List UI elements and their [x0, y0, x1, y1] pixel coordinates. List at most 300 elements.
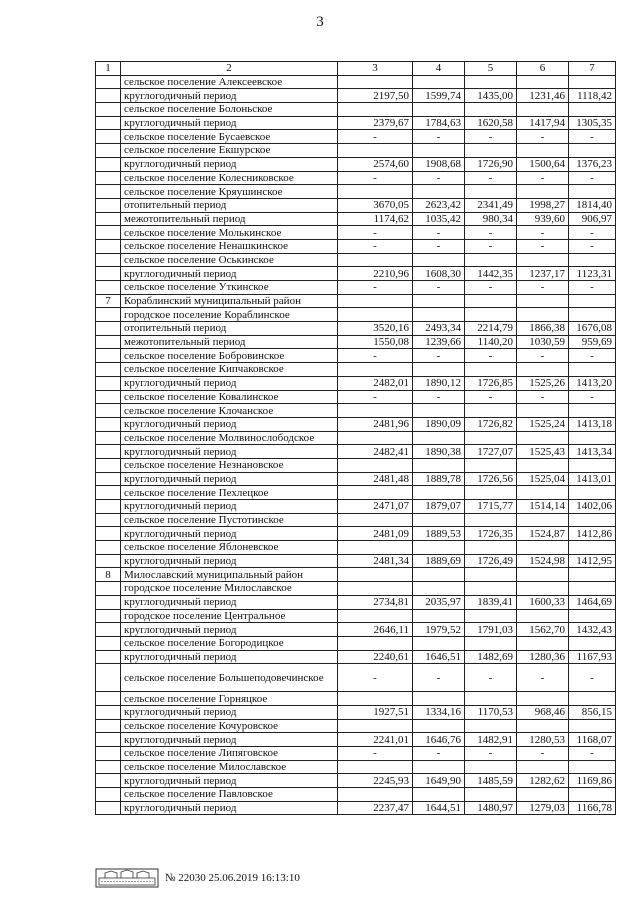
value-cell: - — [569, 349, 616, 363]
value-cell: - — [569, 664, 616, 692]
value-cell — [517, 636, 569, 650]
value-cell: 2481,96 — [338, 417, 413, 431]
value-cell — [413, 541, 465, 555]
row-number — [96, 527, 121, 541]
value-cell: 906,97 — [569, 212, 616, 226]
table-row — [96, 705, 616, 719]
value-cell — [413, 144, 465, 158]
value-cell: 1676,08 — [569, 322, 616, 336]
value-cell: 1280,53 — [517, 733, 569, 747]
row-number — [96, 692, 121, 706]
value-cell: 1174,62 — [338, 212, 413, 226]
table-row — [96, 308, 616, 322]
value-cell: 1417,94 — [517, 116, 569, 130]
row-number — [96, 212, 121, 226]
row-number — [96, 390, 121, 404]
value-cell — [413, 185, 465, 199]
row-number — [96, 664, 121, 692]
row-number — [96, 253, 121, 267]
table-row — [96, 226, 616, 240]
value-cell: 1514,14 — [517, 500, 569, 514]
row-name: сельское поселение Кипчаковское — [121, 363, 338, 377]
row-number — [96, 308, 121, 322]
row-name: межотопительный период — [121, 212, 338, 226]
value-cell: 2482,41 — [338, 445, 413, 459]
value-cell — [569, 404, 616, 418]
value-cell: 2379,67 — [338, 116, 413, 130]
table-row — [96, 554, 616, 568]
table-row — [96, 144, 616, 158]
value-cell: 1402,06 — [569, 500, 616, 514]
value-cell: 1334,16 — [413, 705, 465, 719]
value-cell — [413, 513, 465, 527]
value-cell: - — [465, 171, 517, 185]
value-cell — [413, 404, 465, 418]
row-number — [96, 103, 121, 117]
table-row — [96, 747, 616, 761]
value-cell: 1908,68 — [413, 157, 465, 171]
value-cell — [569, 788, 616, 802]
value-cell: 2574,60 — [338, 157, 413, 171]
value-cell — [465, 636, 517, 650]
value-cell — [338, 144, 413, 158]
value-cell: 1715,77 — [465, 500, 517, 514]
value-cell: 2240,61 — [338, 650, 413, 664]
value-cell — [517, 103, 569, 117]
value-cell: 1727,07 — [465, 445, 517, 459]
value-cell: - — [413, 349, 465, 363]
value-cell: - — [413, 130, 465, 144]
value-cell: 1979,52 — [413, 623, 465, 637]
value-cell: - — [465, 349, 517, 363]
value-cell: - — [569, 226, 616, 240]
row-name: сельское поселение Пехлецкое — [121, 486, 338, 500]
value-cell — [517, 294, 569, 308]
value-cell — [465, 431, 517, 445]
row-number — [96, 636, 121, 650]
column-header: 4 — [413, 62, 465, 76]
value-cell — [413, 458, 465, 472]
table-row — [96, 116, 616, 130]
value-cell: - — [413, 239, 465, 253]
value-cell — [517, 404, 569, 418]
value-cell: - — [413, 390, 465, 404]
table-row — [96, 692, 616, 706]
value-cell — [338, 404, 413, 418]
row-name: сельское поселение Колесниковское — [121, 171, 338, 185]
header-row — [96, 62, 616, 76]
table-row — [96, 267, 616, 281]
value-cell: 1525,24 — [517, 417, 569, 431]
value-cell — [413, 486, 465, 500]
table-row — [96, 774, 616, 788]
row-name: городское поселение Кораблинское — [121, 308, 338, 322]
table-row — [96, 500, 616, 514]
tariff-table — [95, 61, 616, 815]
value-cell: - — [517, 239, 569, 253]
row-name: сельское поселение Липяговское — [121, 747, 338, 761]
row-name: круглогодичный период — [121, 500, 338, 514]
row-name: круглогодичный период — [121, 267, 338, 281]
value-cell: - — [569, 239, 616, 253]
row-number — [96, 417, 121, 431]
value-cell: 2241,01 — [338, 733, 413, 747]
value-cell — [465, 692, 517, 706]
table-row — [96, 760, 616, 774]
row-name: сельское поселение Оськинское — [121, 253, 338, 267]
value-cell — [338, 103, 413, 117]
value-cell — [338, 486, 413, 500]
table-row — [96, 363, 616, 377]
value-cell: 1608,30 — [413, 267, 465, 281]
row-name: сельское поселение Богородицкое — [121, 636, 338, 650]
value-cell — [517, 568, 569, 582]
value-cell: 2481,48 — [338, 472, 413, 486]
value-cell — [465, 308, 517, 322]
value-cell: - — [517, 171, 569, 185]
row-name: круглогодичный период — [121, 650, 338, 664]
row-name: сельское поселение Незнановское — [121, 458, 338, 472]
value-cell: 2481,09 — [338, 527, 413, 541]
value-cell — [465, 458, 517, 472]
value-cell: 1839,41 — [465, 595, 517, 609]
row-number — [96, 541, 121, 555]
value-cell: - — [413, 747, 465, 761]
value-cell — [338, 760, 413, 774]
row-number — [96, 267, 121, 281]
value-cell: 1890,38 — [413, 445, 465, 459]
row-name: круглогодичный период — [121, 445, 338, 459]
value-cell — [465, 568, 517, 582]
row-number — [96, 116, 121, 130]
value-cell — [413, 363, 465, 377]
table-row — [96, 281, 616, 295]
row-name: круглогодичный период — [121, 472, 338, 486]
value-cell — [517, 513, 569, 527]
value-cell — [569, 185, 616, 199]
value-cell: 1432,43 — [569, 623, 616, 637]
row-number — [96, 554, 121, 568]
value-cell: 1784,63 — [413, 116, 465, 130]
value-cell — [338, 582, 413, 596]
row-name: круглогодичный период — [121, 801, 338, 815]
value-cell — [465, 513, 517, 527]
row-number — [96, 760, 121, 774]
row-number — [96, 281, 121, 295]
value-cell — [465, 788, 517, 802]
value-cell: - — [338, 390, 413, 404]
value-cell: 1998,27 — [517, 198, 569, 212]
row-name: сельское поселение Алексеевское — [121, 75, 338, 89]
value-cell — [517, 582, 569, 596]
value-cell: 1480,97 — [465, 801, 517, 815]
value-cell: 1464,69 — [569, 595, 616, 609]
value-cell: 1413,20 — [569, 376, 616, 390]
table-row — [96, 472, 616, 486]
value-cell — [413, 719, 465, 733]
value-cell — [517, 185, 569, 199]
table-row — [96, 609, 616, 623]
row-number — [96, 130, 121, 144]
value-cell — [569, 541, 616, 555]
table-row — [96, 486, 616, 500]
row-name: круглогодичный период — [121, 157, 338, 171]
value-cell: 1170,53 — [465, 705, 517, 719]
value-cell: 2245,93 — [338, 774, 413, 788]
value-cell: 1525,43 — [517, 445, 569, 459]
value-cell: 959,69 — [569, 335, 616, 349]
value-cell: 980,34 — [465, 212, 517, 226]
value-cell: 1485,59 — [465, 774, 517, 788]
row-number: 7 — [96, 294, 121, 308]
value-cell — [517, 308, 569, 322]
value-cell: 1500,64 — [517, 157, 569, 171]
value-cell — [338, 609, 413, 623]
row-number — [96, 733, 121, 747]
value-cell: 1600,33 — [517, 595, 569, 609]
value-cell: - — [338, 281, 413, 295]
value-cell: - — [338, 239, 413, 253]
table-row — [96, 404, 616, 418]
row-name: сельское поселение Клочанское — [121, 404, 338, 418]
value-cell — [413, 788, 465, 802]
row-name: Кораблинский муниципальный район — [121, 294, 338, 308]
value-cell: 1376,23 — [569, 157, 616, 171]
value-cell: - — [517, 349, 569, 363]
row-name: сельское поселение Екшурское — [121, 144, 338, 158]
value-cell: 1482,69 — [465, 650, 517, 664]
table-row — [96, 198, 616, 212]
table-row — [96, 75, 616, 89]
value-cell: - — [569, 130, 616, 144]
value-cell: 1814,40 — [569, 198, 616, 212]
value-cell — [413, 294, 465, 308]
row-number — [96, 445, 121, 459]
row-name: сельское поселение Молькинское — [121, 226, 338, 240]
value-cell — [569, 636, 616, 650]
row-name: сельское поселение Ковалинское — [121, 390, 338, 404]
value-cell: 1168,07 — [569, 733, 616, 747]
row-number — [96, 239, 121, 253]
table-row — [96, 733, 616, 747]
row-name: круглогодичный период — [121, 116, 338, 130]
value-cell: 1140,20 — [465, 335, 517, 349]
row-number — [96, 89, 121, 103]
row-number — [96, 458, 121, 472]
value-cell: 1562,70 — [517, 623, 569, 637]
table-row — [96, 376, 616, 390]
value-cell: 1035,42 — [413, 212, 465, 226]
value-cell — [569, 308, 616, 322]
column-header: 1 — [96, 62, 121, 76]
value-cell: 1726,49 — [465, 554, 517, 568]
table-row — [96, 650, 616, 664]
value-cell — [465, 185, 517, 199]
value-cell: - — [338, 664, 413, 692]
value-cell — [517, 253, 569, 267]
value-cell — [517, 431, 569, 445]
row-number — [96, 788, 121, 802]
row-number — [96, 705, 121, 719]
value-cell: 1413,18 — [569, 417, 616, 431]
value-cell — [338, 253, 413, 267]
value-cell: 2210,96 — [338, 267, 413, 281]
value-cell: 2623,42 — [413, 198, 465, 212]
row-number — [96, 322, 121, 336]
value-cell: 1879,07 — [413, 500, 465, 514]
row-number — [96, 335, 121, 349]
value-cell — [465, 253, 517, 267]
value-cell: - — [569, 281, 616, 295]
value-cell — [338, 308, 413, 322]
value-cell — [517, 541, 569, 555]
row-number — [96, 486, 121, 500]
row-number — [96, 500, 121, 514]
value-cell — [413, 103, 465, 117]
row-name: городское поселение Милославское — [121, 582, 338, 596]
value-cell — [569, 431, 616, 445]
value-cell — [569, 513, 616, 527]
value-cell: 1889,78 — [413, 472, 465, 486]
table-row — [96, 89, 616, 103]
row-name: отопительный период — [121, 198, 338, 212]
value-cell: 1282,62 — [517, 774, 569, 788]
value-cell: 1890,12 — [413, 376, 465, 390]
value-cell — [413, 636, 465, 650]
value-cell — [569, 692, 616, 706]
value-cell: 1599,74 — [413, 89, 465, 103]
table-row — [96, 719, 616, 733]
row-number — [96, 747, 121, 761]
value-cell: - — [569, 390, 616, 404]
registration-number: № 22030 25.06.2019 16:13:10 — [165, 872, 300, 884]
value-cell: - — [569, 171, 616, 185]
row-number — [96, 198, 121, 212]
row-name: круглогодичный период — [121, 774, 338, 788]
value-cell: 939,60 — [517, 212, 569, 226]
table-row — [96, 582, 616, 596]
value-cell: 1167,93 — [569, 650, 616, 664]
value-cell: - — [517, 390, 569, 404]
value-cell: 2197,50 — [338, 89, 413, 103]
row-name: сельское поселение Бобровинское — [121, 349, 338, 363]
value-cell: 1413,01 — [569, 472, 616, 486]
value-cell — [569, 719, 616, 733]
row-name: круглогодичный период — [121, 89, 338, 103]
row-name: городское поселение Центральное — [121, 609, 338, 623]
column-header: 3 — [338, 62, 413, 76]
value-cell: 1646,76 — [413, 733, 465, 747]
value-cell — [569, 363, 616, 377]
value-cell — [569, 486, 616, 500]
footer — [95, 868, 300, 888]
value-cell: 2481,34 — [338, 554, 413, 568]
value-cell — [517, 719, 569, 733]
value-cell: 1239,66 — [413, 335, 465, 349]
value-cell: 1442,35 — [465, 267, 517, 281]
table-row — [96, 130, 616, 144]
value-cell: 1889,69 — [413, 554, 465, 568]
value-cell: 1524,98 — [517, 554, 569, 568]
value-cell: 1305,35 — [569, 116, 616, 130]
row-number — [96, 774, 121, 788]
value-cell — [517, 458, 569, 472]
value-cell: 1927,51 — [338, 705, 413, 719]
value-cell: 1726,35 — [465, 527, 517, 541]
value-cell: - — [413, 281, 465, 295]
row-name: сельское поселение Молвинослободское — [121, 431, 338, 445]
value-cell: 2035,97 — [413, 595, 465, 609]
value-cell — [517, 144, 569, 158]
value-cell — [569, 760, 616, 774]
value-cell: - — [465, 664, 517, 692]
value-cell: 1166,78 — [569, 801, 616, 815]
value-cell: - — [465, 747, 517, 761]
table-row — [96, 157, 616, 171]
row-name: сельское поселение Бусаевское — [121, 130, 338, 144]
value-cell — [569, 103, 616, 117]
value-cell: 1237,17 — [517, 267, 569, 281]
value-cell — [569, 568, 616, 582]
row-name: круглогодичный период — [121, 705, 338, 719]
value-cell — [338, 513, 413, 527]
value-cell: 1412,95 — [569, 554, 616, 568]
value-cell — [569, 609, 616, 623]
table-row — [96, 335, 616, 349]
value-cell — [413, 568, 465, 582]
value-cell: - — [338, 349, 413, 363]
value-cell — [338, 363, 413, 377]
value-cell — [413, 609, 465, 623]
value-cell: 1791,03 — [465, 623, 517, 637]
value-cell: 1118,42 — [569, 89, 616, 103]
registration-stamp-icon — [95, 868, 159, 888]
value-cell — [413, 582, 465, 596]
row-name: круглогодичный период — [121, 595, 338, 609]
table-row — [96, 568, 616, 582]
value-cell: 1726,82 — [465, 417, 517, 431]
row-number — [96, 226, 121, 240]
row-number — [96, 431, 121, 445]
value-cell — [465, 760, 517, 774]
table-row — [96, 185, 616, 199]
value-cell — [338, 541, 413, 555]
row-name: сельское поселение Кряушинское — [121, 185, 338, 199]
value-cell — [517, 609, 569, 623]
value-cell: - — [338, 747, 413, 761]
row-number — [96, 650, 121, 664]
value-cell: 1525,26 — [517, 376, 569, 390]
table-row — [96, 595, 616, 609]
row-number — [96, 801, 121, 815]
table-row — [96, 445, 616, 459]
row-number — [96, 609, 121, 623]
value-cell: 2341,49 — [465, 198, 517, 212]
value-cell: 3670,05 — [338, 198, 413, 212]
value-cell — [465, 486, 517, 500]
row-name: круглогодичный период — [121, 554, 338, 568]
value-cell — [413, 692, 465, 706]
value-cell: 1550,08 — [338, 335, 413, 349]
value-cell — [413, 75, 465, 89]
value-cell — [465, 541, 517, 555]
row-number — [96, 75, 121, 89]
value-cell: 1413,34 — [569, 445, 616, 459]
value-cell: 1123,31 — [569, 267, 616, 281]
value-cell — [465, 75, 517, 89]
table-row — [96, 527, 616, 541]
value-cell: - — [517, 664, 569, 692]
